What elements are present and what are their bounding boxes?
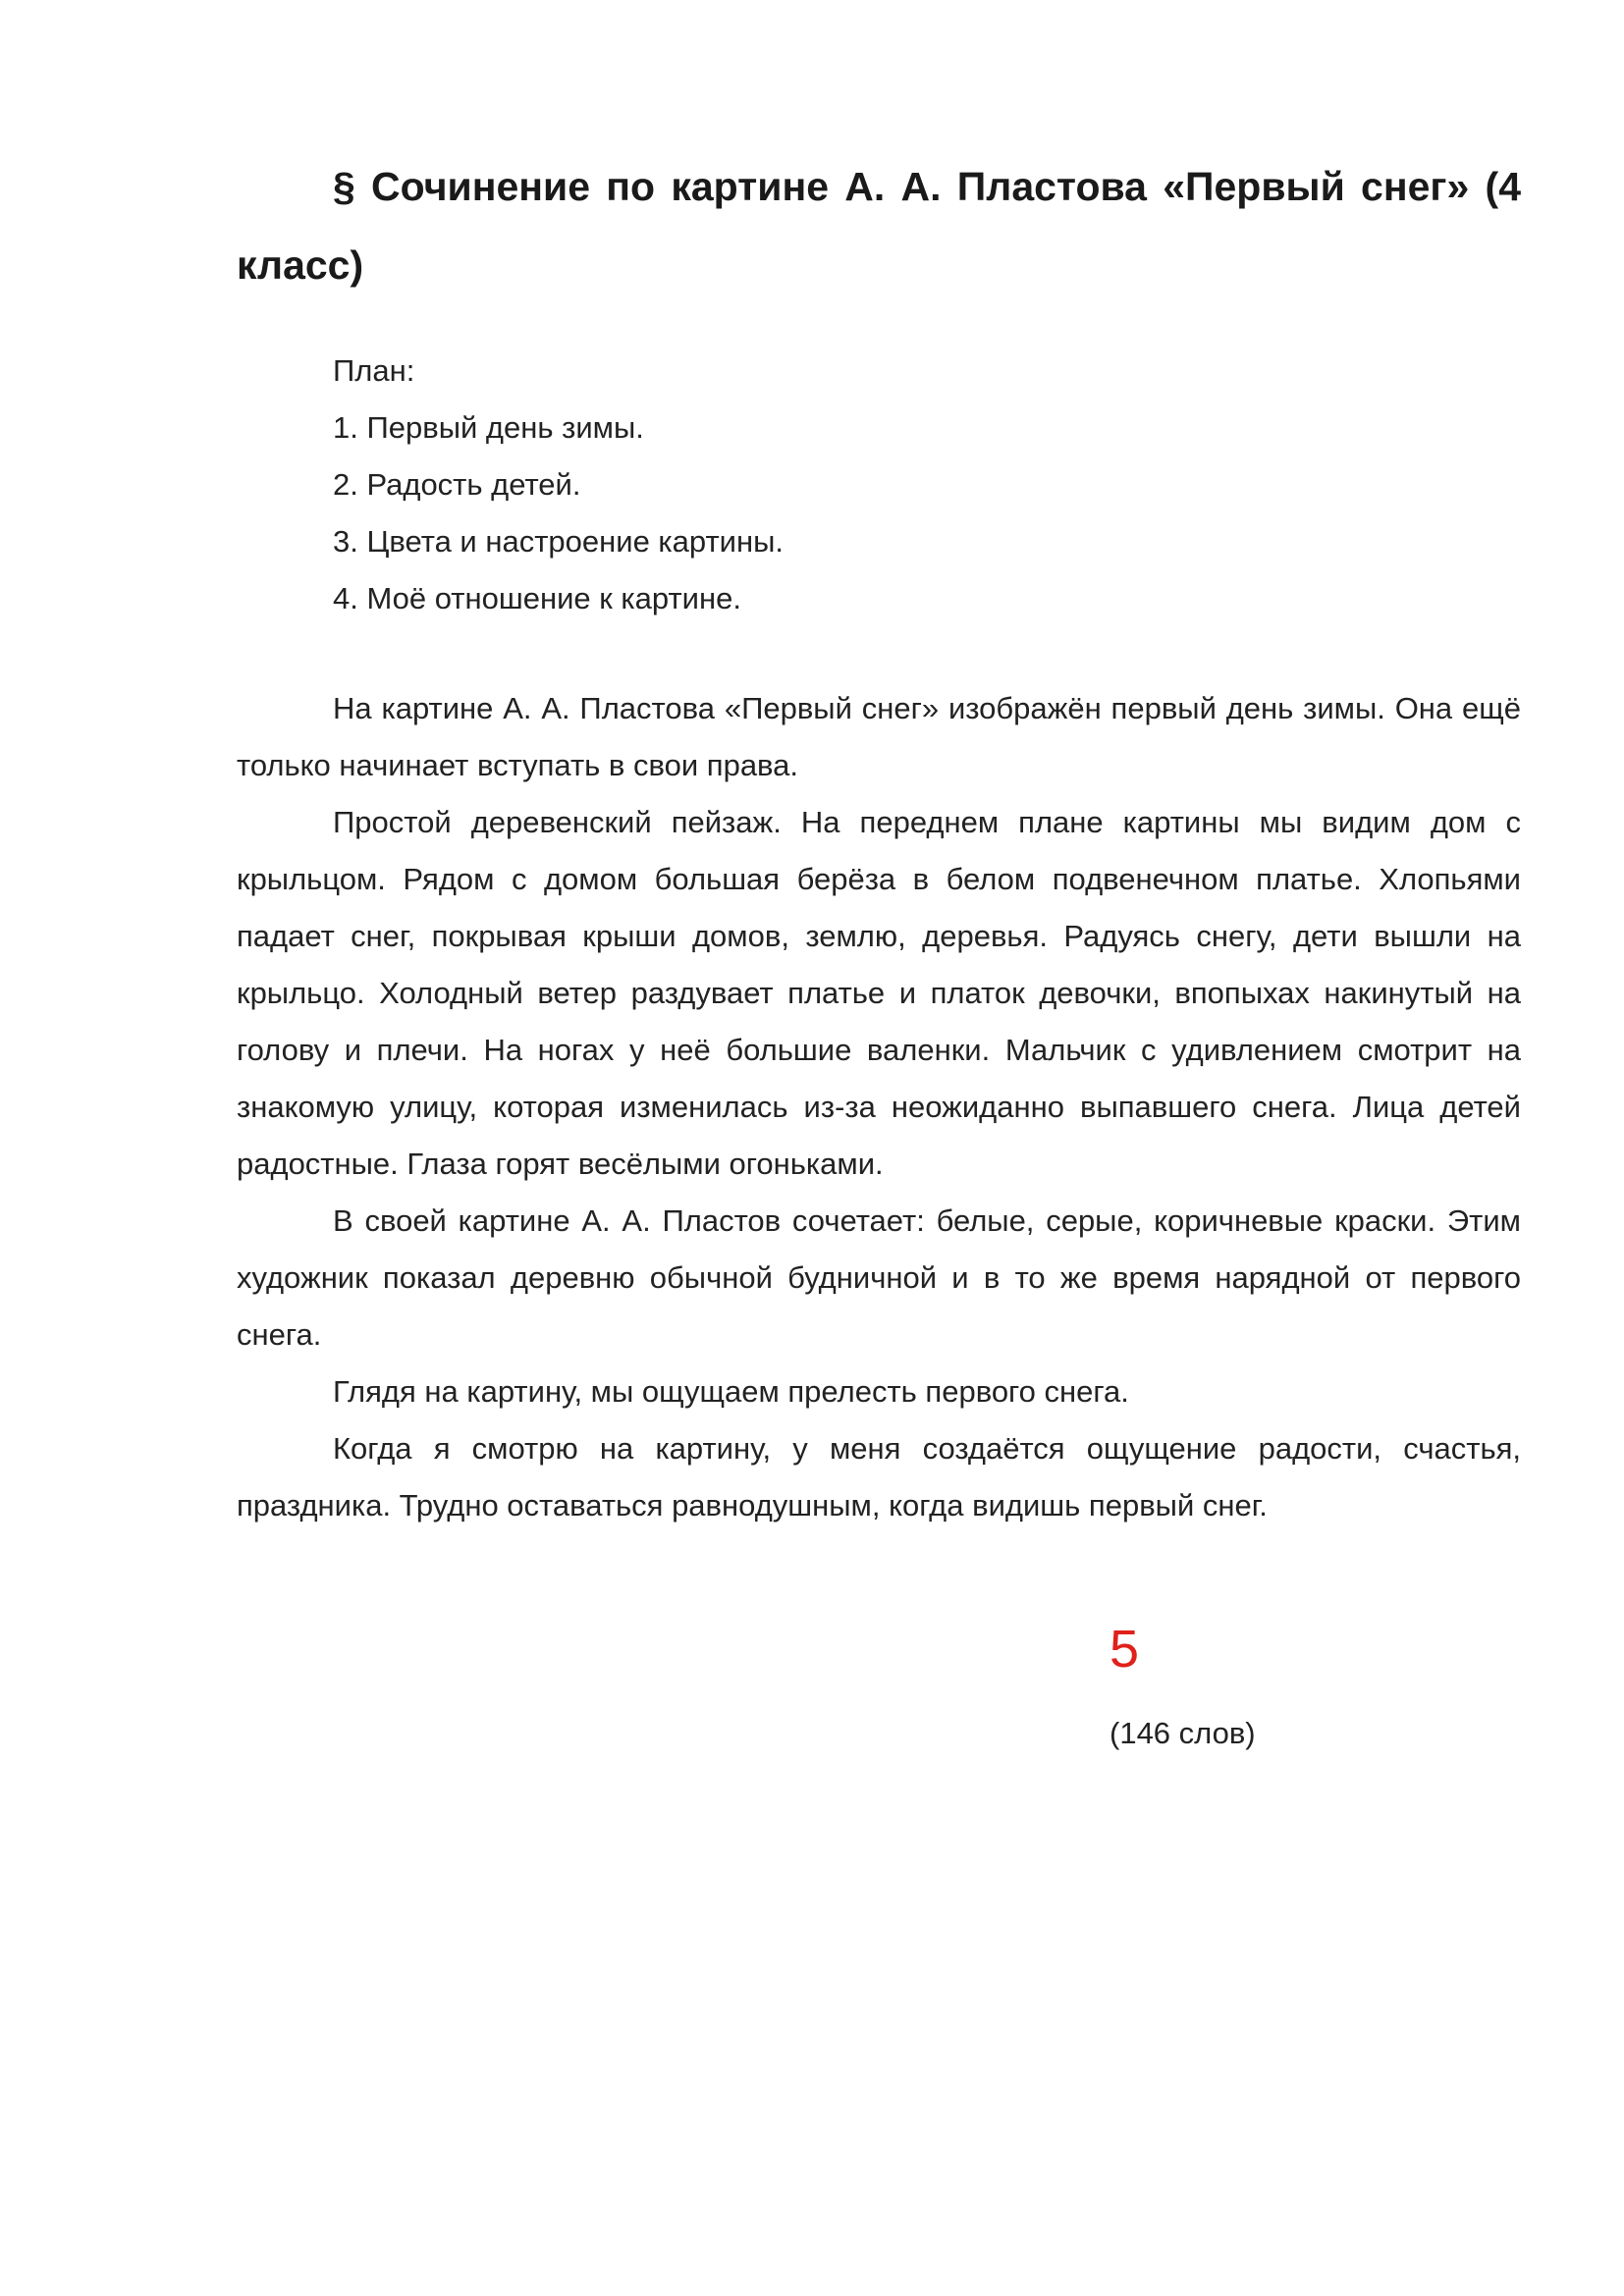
page-title: § Сочинение по картине А. А. Пластова «Первый снег» (4 класс)	[237, 164, 1521, 288]
plan-item: 3. Цвета и настроение картины.	[333, 524, 785, 559]
plan-heading: План:	[333, 353, 415, 388]
plan-item: 4. Моё отношение к картине.	[333, 581, 741, 615]
essay-paragraph: На картине А. А. Пластова «Первый снег» изображён первый день зимы. Она ещё только начинает вступать в свои права.	[237, 691, 1521, 782]
essay-plan	[237, 343, 1521, 627]
grade-mark: 5	[1110, 1620, 1140, 1679]
essay-paragraph: Глядя на картину, мы ощущаем прелесть первого снега.	[333, 1374, 1129, 1409]
essay-paragraph: В своей картине А. А. Пластов сочетает: белые, серые, коричневые краски. Этим художник показал деревню обычной будничной и в то же время нарядной от первого снега.	[237, 1203, 1521, 1352]
plan-item: 2. Радость детей.	[333, 467, 581, 502]
essay-body	[237, 680, 1521, 1534]
document-content	[237, 147, 1521, 1534]
plan-item: 1. Первый день зимы.	[333, 410, 644, 445]
essay-paragraph: Простой деревенский пейзаж. На переднем плане картины мы видим дом с крыльцом. Рядом с домом большая берёза в белом подвенечном платье. Хлопьями падает снег, покрывая крыши домов, землю, деревья. Радуясь снегу, дети вышли на крыльцо. Холодный ветер раздувает платье и платок девочки, впопыхах накинутый на голову и плечи. На ногах у неё большие валенки. Мальчик с удивлением смотрит на знакомую улицу, которая изменилась из-за неожиданно выпавшего снега. Лица детей радостные. Глаза горят весёлыми огоньками.	[237, 805, 1521, 1181]
essay-paragraph: Когда я смотрю на картину, у меня создаётся ощущение радости, счастья, праздника. Трудно оставаться равнодушным, когда видишь первый снег.	[237, 1431, 1521, 1522]
word-count: (146 слов)	[1110, 1716, 1256, 1750]
